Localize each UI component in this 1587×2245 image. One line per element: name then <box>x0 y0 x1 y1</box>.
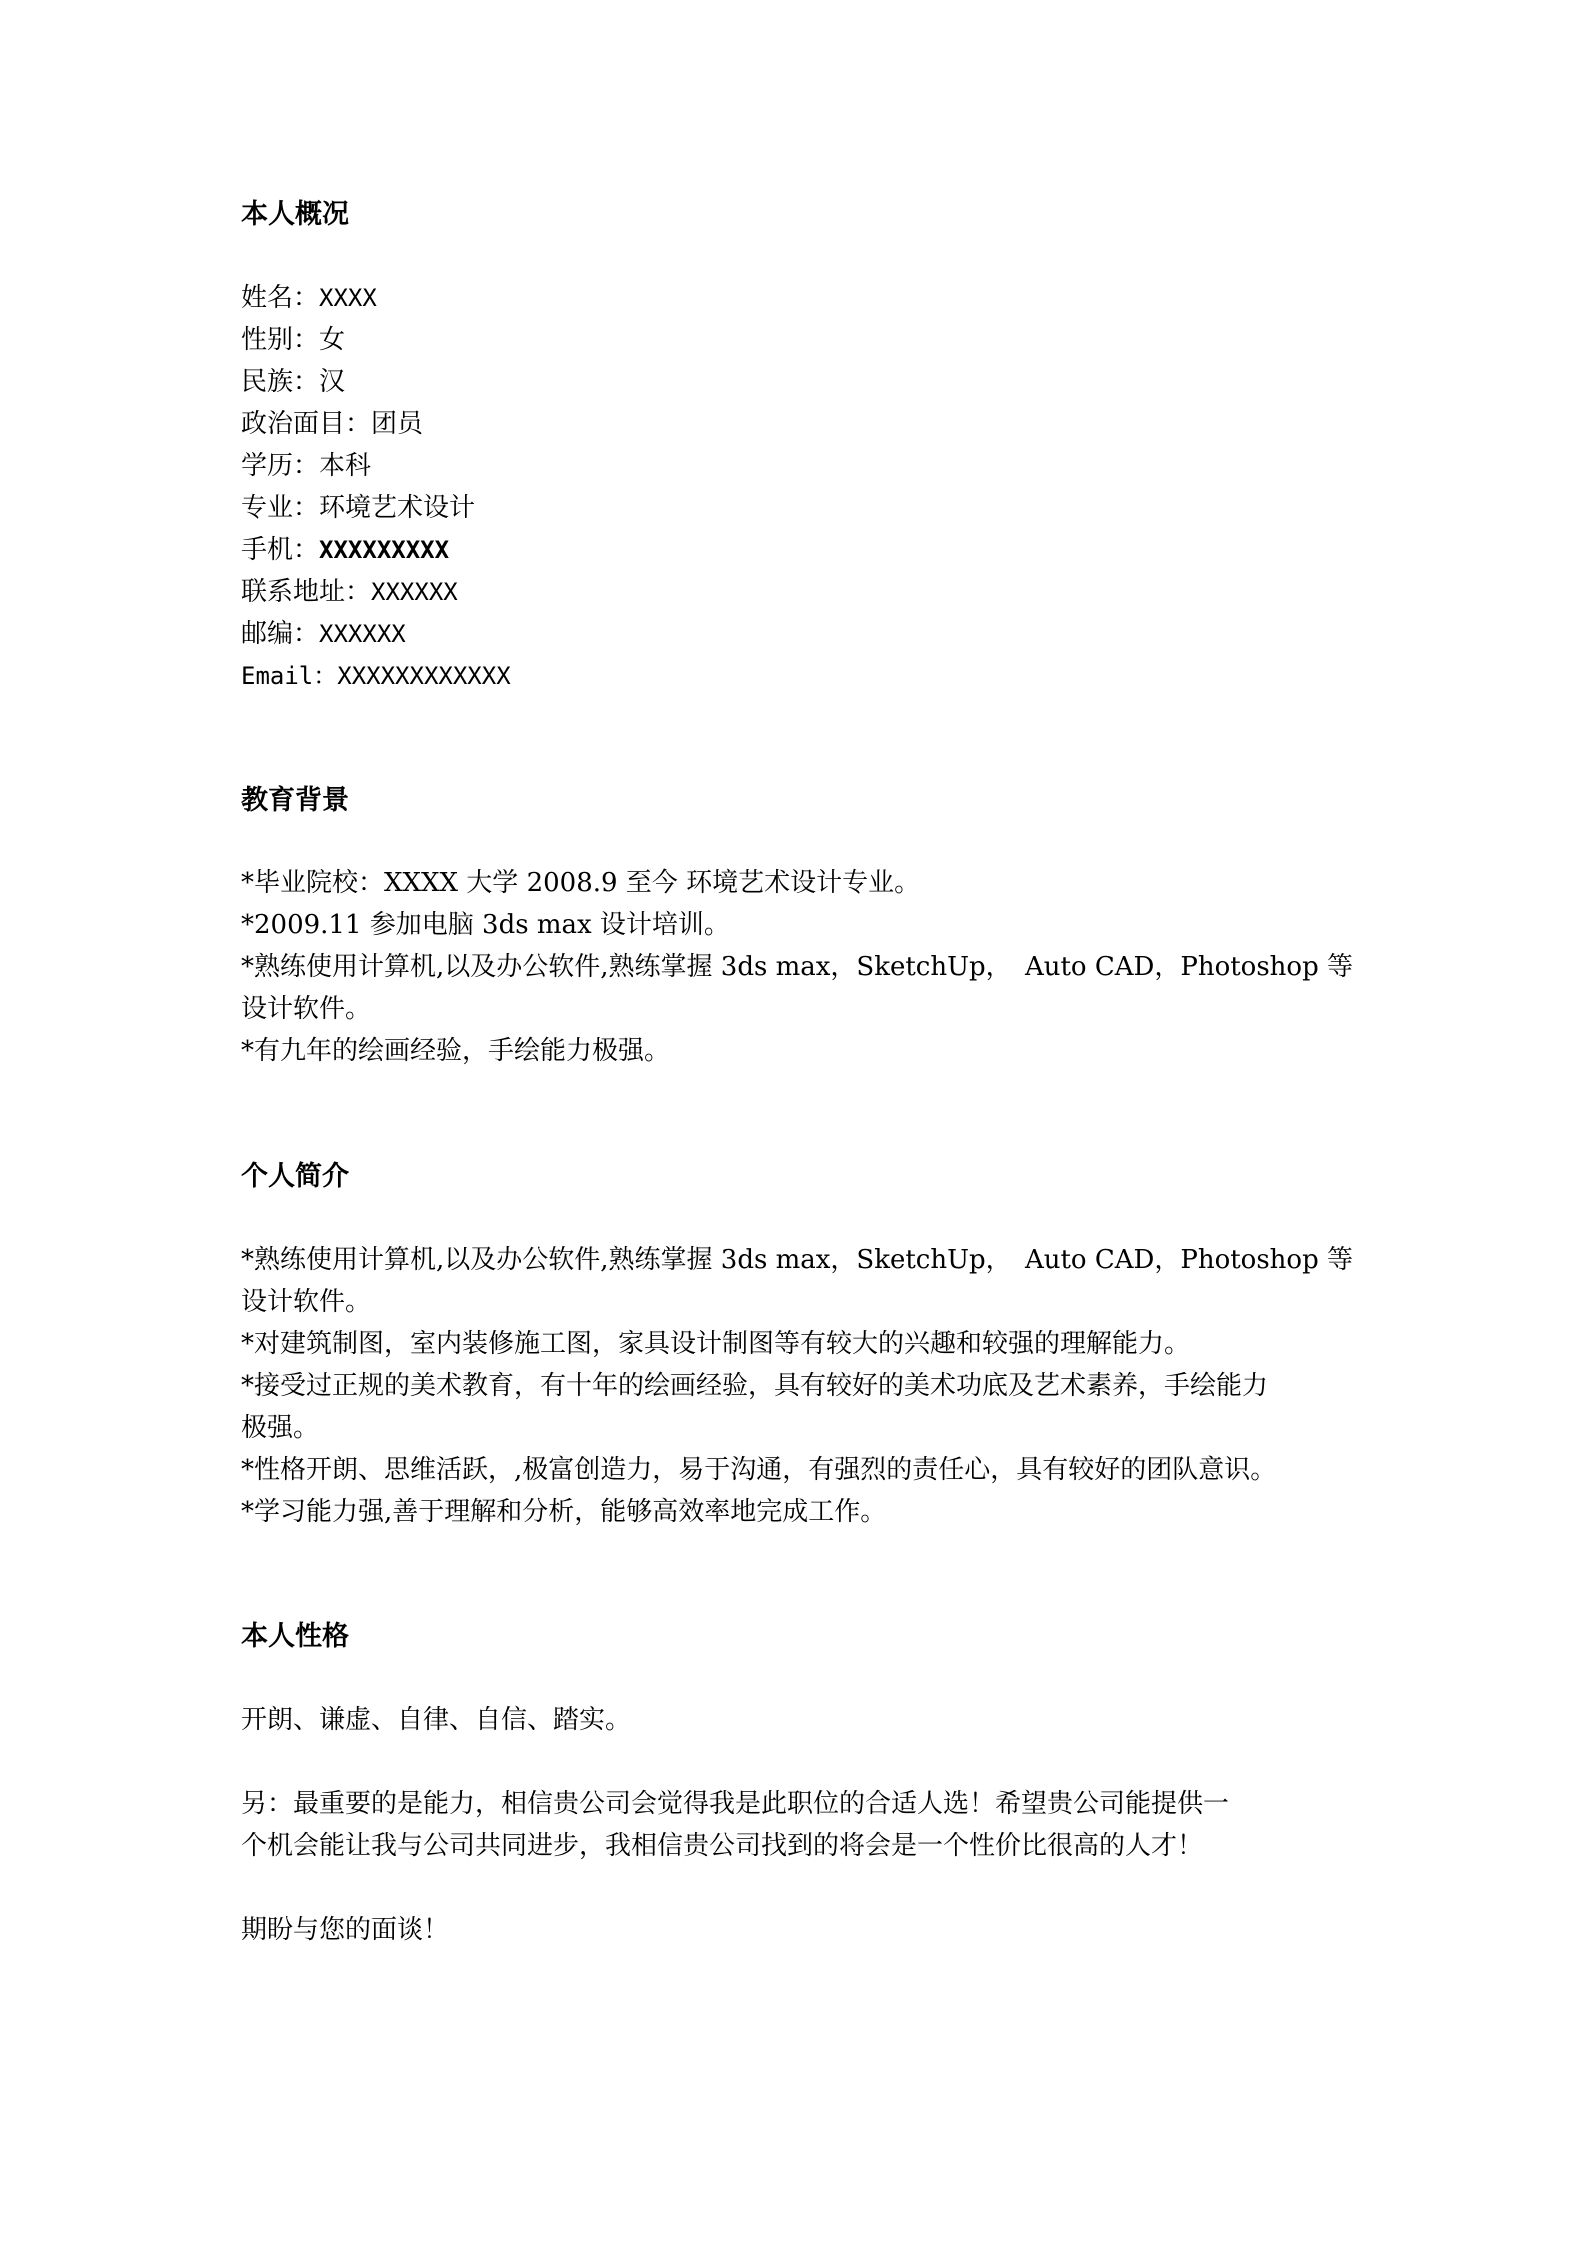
phone-label: 手机： <box>241 535 320 565</box>
political-label: 政治面目： <box>241 409 372 439</box>
ethnicity-line <box>241 365 345 399</box>
gender-line <box>241 323 345 357</box>
personality-heading: 本人性格 <box>241 1621 349 1652</box>
intro-item-3: *接受过正规的美术教育，有十年的绘画经验，具有较好的美术功底及艺术素养，手绘能力 <box>241 1371 1269 1401</box>
education-level-line <box>241 449 371 483</box>
address-label: 联系地址： <box>241 577 372 607</box>
zip-label: 邮编： <box>241 619 320 649</box>
intro-item-2: *对建筑制图，室内装修施工图，家具设计制图等有较大的兴趣和较强的理解能力。 <box>241 1329 1191 1359</box>
name-label: 姓名： <box>241 283 320 313</box>
intro-item-5: *学习能力强,善于理解和分析，能够高效率地完成工作。 <box>241 1497 887 1527</box>
personality-traits: 开朗、谦虚、自律、自信、踏实。 <box>241 1705 632 1735</box>
name-line <box>241 281 377 315</box>
education-item-4: *有九年的绘画经验，手绘能力极强。 <box>241 1036 671 1066</box>
education-item-1: *毕业院校：XXXX 大学 2008.9 至今 环境艺术设计专业。 <box>241 868 921 898</box>
closing-line: 期盼与您的面谈！ <box>241 1915 450 1945</box>
ethnicity-label: 民族： <box>241 367 320 397</box>
address-value: XXXXXX <box>371 578 458 606</box>
intro-item-3-continued: 极强。 <box>241 1413 320 1443</box>
email-line <box>241 659 511 693</box>
education-item-3-part-2: Auto CAD，Photoshop 等 <box>1024 952 1353 982</box>
zip-line <box>241 617 406 651</box>
intro-item-1 <box>241 1243 1353 1277</box>
name-value: XXXX <box>319 284 377 312</box>
intro-item-4: *性格开朗、思维活跃，,极富创造力，易于沟通，有强烈的责任心，具有较好的团队意识。 <box>241 1455 1277 1485</box>
education-item-2: *2009.11 参加电脑 3ds max 设计培训。 <box>241 910 730 940</box>
education-level-label: 学历： <box>241 451 320 481</box>
profile-heading: 本人概况 <box>241 199 349 230</box>
note-line-1: 另：最重要的是能力，相信贵公司会觉得我是此职位的合适人选！希望贵公司能提供一 <box>241 1789 1230 1819</box>
education-level-value: 本科 <box>319 451 372 481</box>
address-line <box>241 575 458 609</box>
political-line <box>241 407 423 441</box>
ethnicity-value: 汉 <box>319 367 346 397</box>
gender-value: 女 <box>319 325 346 355</box>
email-value: XXXXXXXXXXXX <box>337 662 511 690</box>
major-line <box>241 491 475 525</box>
note-line-2: 个机会能让我与公司共同进步，我相信贵公司找到的将会是一个性价比很高的人才！ <box>241 1831 1204 1861</box>
gender-label: 性别： <box>241 325 320 355</box>
intro-item-1-part-1: *熟练使用计算机,以及办公软件,熟练掌握 3ds max，SketchUp， <box>241 1245 1012 1275</box>
phone-line <box>241 533 449 567</box>
education-item-3 <box>241 950 1353 984</box>
phone-value: XXXXXXXXX <box>319 536 450 564</box>
email-label: Email： <box>241 662 338 690</box>
intro-heading: 个人简介 <box>241 1161 349 1192</box>
major-value: 环境艺术设计 <box>319 493 476 523</box>
intro-item-1-continued: 设计软件。 <box>241 1287 372 1317</box>
education-item-3-continued: 设计软件。 <box>241 994 372 1024</box>
political-value: 团员 <box>371 409 424 439</box>
education-heading: 教育背景 <box>241 785 349 816</box>
zip-value: XXXXXX <box>319 620 406 648</box>
education-item-3-part-1: *熟练使用计算机,以及办公软件,熟练掌握 3ds max，SketchUp， <box>241 952 1012 982</box>
major-label: 专业： <box>241 493 320 523</box>
intro-item-1-part-2: Auto CAD，Photoshop 等 <box>1024 1245 1353 1275</box>
